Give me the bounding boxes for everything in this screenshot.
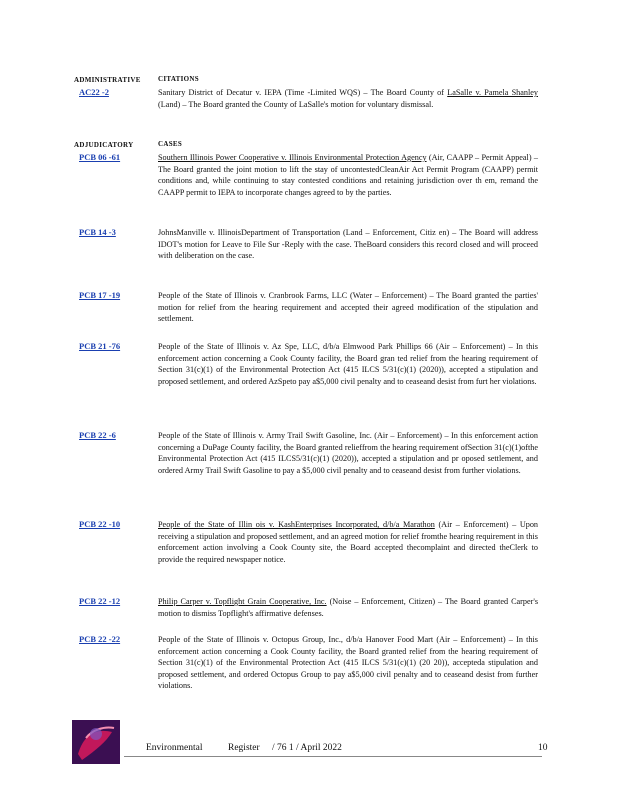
case-title: Philip Carper v. Topflight Grain Cooperative, Inc. [158,597,327,606]
register-logo [72,720,120,764]
case-body: (Air – Enforcement) – Upon receiving a stipulation and proposed settlement, and an agreed motion for relief fromthe hearing requirement in this enforcement action involving a Cook County site, the Board accepted thecomplaint and directed theClerk to provide the required newspaper notice. [158,520,539,564]
case-text [158,152,538,198]
case-text [158,341,538,387]
case-link[interactable]: PCB 22 -12 [79,596,121,606]
case-rest: (Land) – The Board granted the County of LaSalle's motion for voluntary dismissal. [158,99,434,109]
footer-issue: / 76 1 / April 2022 [272,743,342,753]
case-link[interactable]: AC22 -2 [79,87,109,97]
case-title: Southern Illinois Power Cooperative v. Illinois Environmental Protection Agency [158,153,427,162]
case-text [158,634,538,692]
case-text [158,519,538,565]
case-party: LaSalle v. Pamela Shanley [447,88,538,97]
case-body: People of the State of Illinois v. Cranbrook Farms, LLC (Water – Enforcement) – The Board granted the parties' motion for relief from the hearing requirement and accepted their agreed modification of the stipulation and settlement. [158,291,538,324]
case-lead-2: (Time -Limited WQS) – The Board County of [284,88,444,97]
footer-register: Register [228,743,260,753]
case-link[interactable]: PCB 22 -6 [79,430,116,440]
case-link[interactable]: PCB 17 -19 [79,290,121,300]
section-header-administrative [74,75,199,84]
case-body: (Air, CAAPP – Permit Appeal) – The Board granted the joint motion to lift the stay of uncontestedCleanAir Act Permit Program (CAAPP) permit conditions and, while continuing to stay contested conditions and retaining jurisdiction over th em, remand the CAAPP permit to IEPA to incorporate changes agreed to by the parties. [158,153,538,197]
case-lead: Sanitary District of Decatur v. IEPA [158,88,282,97]
case-title: People of the State of Illin ois v. KashEnterprises Incorporated, d/b/a Marathon [158,520,435,529]
section-header-adjudicatory [74,140,183,149]
case-link[interactable]: PCB 14 -3 [79,227,116,237]
footer-divider [124,756,542,757]
case-link[interactable]: PCB 22 -10 [79,519,121,529]
section-label: ADMINISTRATIVE [74,76,141,84]
case-text [158,430,538,476]
case-text [158,596,538,619]
case-link[interactable]: PCB 06 -61 [79,152,121,162]
case-link[interactable]: PCB 21 -76 [79,341,121,351]
case-text [158,290,538,325]
case-body: People of the State of Illinois v. Army Trail Swift Gasoline, Inc. (Air – Enforcement) – In this enforcement action concerning a DuPage County facility, the Board granted relieffrom the hearing requirement ofSection 31(c)(1)ofthe Environmental Protection Act (415 ILCS5/31(c)(1) (2020)), accepted a stipulation and pr oposed settlement, and ordered Army Trail Swift Gasoline to pay a $5,000 civil penalty and to ceaseand desist from further violations. [158,431,538,475]
case-body: People of the State of Illinois v. Az Spe, LLC, d/b/a Elmwood Park Phillips 66 (Air – Enforcement) – In this enforcement action concerning a Cook County facility, the Board gran ted relief from the hearing requirement of Section 31(c)(1) of the Environmental Protection Act (415 ILCS 5/31(c)(1) (2020)), accepted a stipulation and proposed settlement, and ordered AzSpeto pay a$5,000 civil penalty and to ceaseand desist from furt her violations. [158,342,538,386]
case-body: People of the State of Illinois v. Octopus Group, Inc., d/b/a Hanover Food Mart (Air – Enforcement) – In this enforcement action concerning a Cook County facility, the Board granted relief from the hearing requirement of Section 31(c)(1) of the Environmental Protection Act (415 ILCS 5/31(c)(1) (20 20)), accepteda stipulation and proposed settlement, and ordered Octopus Group to pay a$5,000 civil penalty and to ceaseand desist from further violations. [158,635,538,691]
case-body: JohnsManville v. IllinoisDepartment of Transportation (Land – Enforcement, Citiz en) – The Board will address IDOT's motion for Leave to File Sur -Reply with the case. TheBoard considers this record closed and will proceed with deliberation on the case. [158,228,538,261]
footer-label: Environmental [146,743,203,753]
case-link[interactable]: PCB 22 -22 [79,634,121,644]
section-sublabel: CASES [158,140,183,148]
page-number: 10 [538,743,548,753]
section-sublabel: CITATIONS [158,75,199,83]
case-text [158,87,538,110]
case-body: (Noise – Enforcement, Citizen) – The Board granted Carper's motion to dismiss Topflight's affirmative defenses. [158,597,539,618]
section-label: ADJUDICATORY [74,141,134,149]
case-text [158,227,538,262]
